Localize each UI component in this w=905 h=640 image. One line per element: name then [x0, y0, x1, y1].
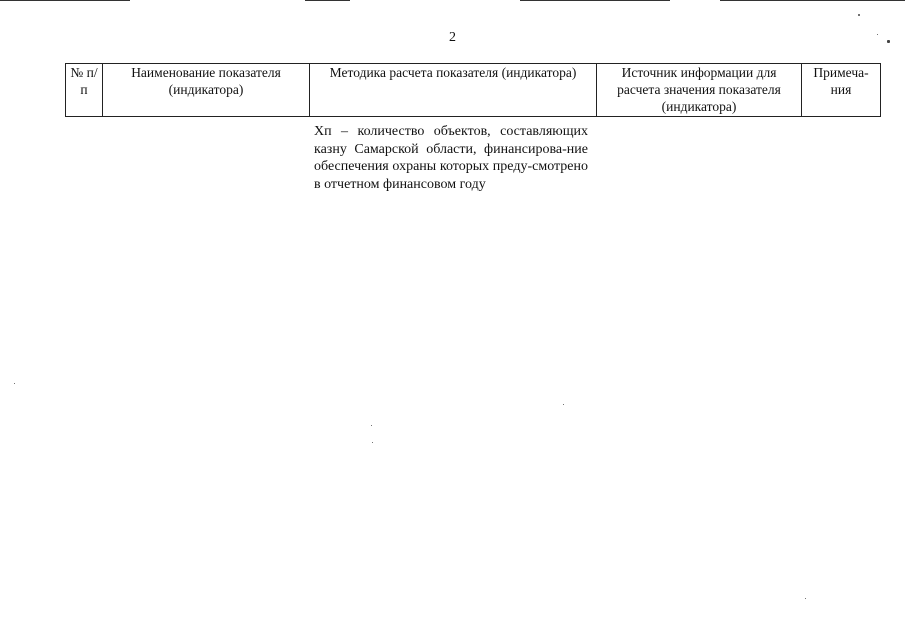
page-number: 2 — [449, 30, 456, 45]
header-indicator-name: Наименование показателя (индикатора) — [103, 64, 310, 117]
header-calculation-method: Методика расчета показателя (индикатора) — [310, 64, 597, 117]
header-number: № п/п — [66, 64, 103, 117]
scan-speck — [372, 442, 373, 443]
top-edge-rule — [305, 0, 350, 1]
scan-speck — [371, 425, 372, 426]
top-edge-rule — [720, 0, 905, 1]
scan-speck — [887, 40, 890, 43]
top-edge-rule — [520, 0, 670, 1]
method-description: Хп – количество объектов, составляющих казну Самарской области, финансирова-ние обеспечения охраны которых преду-смотрено в отчетном финансовом году — [314, 124, 588, 192]
scan-speck — [877, 34, 878, 35]
scan-speck — [14, 383, 15, 384]
scan-speck — [563, 404, 564, 405]
indicator-header-table — [65, 63, 881, 117]
scan-speck — [858, 14, 860, 16]
table-header-row — [66, 64, 881, 117]
top-edge-rule — [0, 0, 130, 1]
header-information-source: Источник информации для расчета значения показателя (индикатора) — [597, 64, 802, 117]
header-notes: Примеча-ния — [802, 64, 881, 117]
scan-speck — [805, 598, 806, 599]
